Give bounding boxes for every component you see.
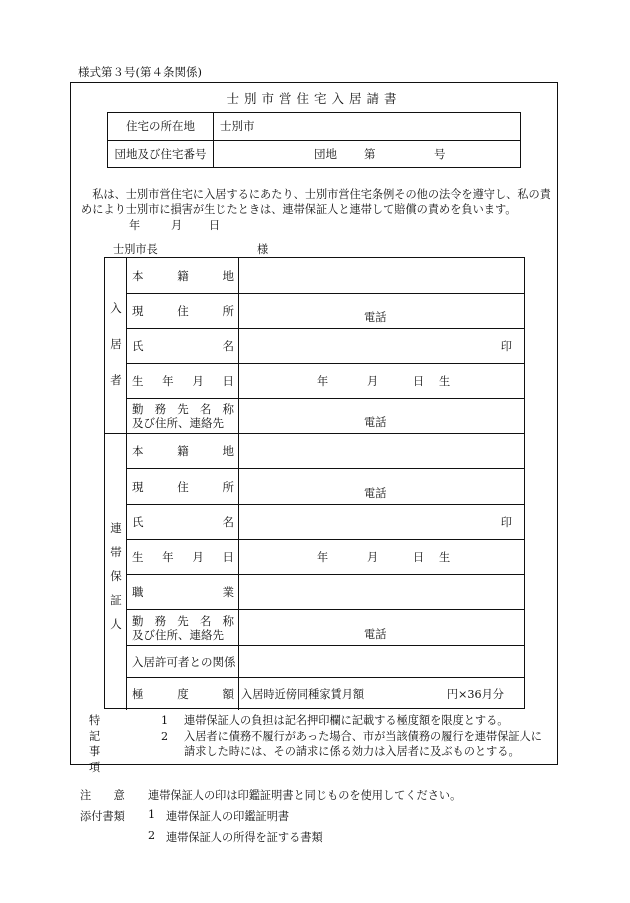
limit-amount: 円×36月分	[446, 688, 504, 701]
guarantor-name-row	[127, 504, 524, 539]
date-year: 年	[129, 219, 141, 232]
guarantor-relation-label: 入居許可者との関係	[127, 646, 239, 677]
seal-mark: 印	[500, 516, 512, 529]
guarantor-address-field[interactable]	[239, 469, 524, 504]
guarantor-domicile-row	[127, 433, 524, 468]
guarantor-group-char: 帯	[110, 545, 122, 559]
phone-label: 電話	[364, 311, 387, 324]
dob-month: 月	[367, 551, 379, 564]
guarantor-domicile-label: 本 籍 地	[127, 434, 239, 468]
attachments-label: 添付書類	[80, 810, 125, 823]
danchi-label: 団地	[314, 147, 337, 161]
dob-year: 年	[317, 375, 329, 388]
guarantor-name-field[interactable]	[239, 505, 524, 539]
phone-label: 電話	[364, 416, 387, 429]
dob-month: 月	[367, 375, 379, 388]
guarantor-birth-field[interactable]	[239, 540, 524, 574]
location-label: 住宅の所在地	[108, 113, 214, 140]
tenant-name-row	[127, 328, 524, 363]
special-notes-heading: 特記事項	[89, 714, 101, 774]
guarantor-birth-row	[127, 539, 524, 574]
attachment-number: 1	[148, 808, 156, 821]
guarantor-work-field[interactable]	[239, 610, 524, 645]
seal-mark: 印	[500, 340, 512, 353]
tenant-group-char: 者	[110, 373, 122, 387]
date-month: 月	[171, 219, 183, 232]
limit-label: 極 度 額	[127, 678, 239, 710]
dob-day: 日	[413, 551, 425, 564]
guarantor-group-char: 連	[110, 521, 122, 535]
tenant-birth-row	[127, 363, 524, 398]
guarantor-occupation-row	[127, 574, 524, 609]
housing-number-row	[108, 140, 520, 168]
tenant-work-row	[127, 398, 524, 433]
phone-label: 電話	[364, 628, 387, 641]
dai-label: 第	[364, 147, 376, 161]
guarantor-group-char: 証	[110, 593, 122, 607]
tenant-address-row	[127, 293, 524, 328]
tenant-address-label: 現 住 所	[127, 294, 239, 328]
mayor-label: 士別市長	[113, 243, 158, 256]
tenant-group-char: 入	[110, 301, 122, 315]
guarantor-address-row	[127, 468, 524, 504]
form-number: 様式第３号(第４条関係)	[78, 65, 202, 79]
dob-day: 日	[413, 375, 425, 388]
tenant-name-label: 氏 名	[127, 329, 239, 363]
tenant-name-field[interactable]	[239, 329, 524, 363]
guarantor-occupation-field[interactable]	[239, 575, 524, 609]
form-title: 士別市営住宅入居請書	[226, 91, 402, 106]
application-grid	[104, 257, 525, 709]
location-value[interactable]: 士別市	[220, 119, 255, 133]
phone-label: 電話	[364, 487, 387, 500]
go-label: 号	[434, 147, 446, 161]
guarantor-group	[105, 433, 127, 710]
housing-number-label: 団地及び住宅番号	[108, 141, 214, 168]
tenant-group	[105, 258, 127, 433]
tenant-birth-label: 生 年 月 日	[127, 364, 239, 398]
guarantor-group-char: 保	[110, 569, 122, 583]
guarantor-group-char: 人	[110, 617, 122, 631]
limit-basis: 入居時近傍同種家賃月額	[241, 688, 365, 701]
tenant-birth-field[interactable]	[239, 364, 524, 398]
form-frame: 士別市営住宅入居請書 住宅の所在地 士別市 団地及び住宅番号 団地 第 号 私は、士別市営住宅に入居するにあたり、士別市営住宅条例その他の法令を遵守し、私の責めにより士別市に損害が生じたときは、連帯保証人と連帯して賠償の責めを負います。 年 月 日 士別市長 様 入 居 者 本 籍 地 現 住 所 電話 氏 名 印 生 年 月 日 年 月 日 生 勤 務 先 名 称 及び住所、連絡先 電話 連 帯 保 証 人 本 籍 地 現 住 所 電話 氏 名 印 生 年 月 日 年 月 日 生 職 業 勤 務 先 名 称 及び住所、連絡先 電話 入居許可者との関係 極 度 額 入居時近傍同種家賃月額 円×36月分 特記事項 1 連帯保証人の負担は記名押印欄に記載する極度額を限度とする。 2 入居者に債務不履行があった場合、市が当該債務の履行を連帯保証人に 請求した時には、その請求に係る効力は入居者に及ぶものとする。	[70, 82, 558, 765]
pledge-text: 私は、士別市営住宅に入居するにあたり、士別市営住宅条例その他の法令を遵守し、私の責めにより士別市に損害が生じたときは、連帯保証人と連帯して賠償の責めを負います。	[81, 188, 551, 216]
tenant-address-field[interactable]	[239, 294, 524, 328]
tenant-work-field[interactable]	[239, 399, 524, 433]
attachment-number: 2	[148, 829, 156, 842]
guarantor-occupation-label: 職 業	[127, 575, 239, 609]
note-text: 連帯保証人の印は印鑑証明書と同じものを使用してください。	[148, 789, 462, 802]
location-row	[108, 113, 520, 140]
limit-row	[127, 677, 524, 710]
guarantor-name-label: 氏 名	[127, 505, 239, 539]
tenant-domicile-field[interactable]	[239, 258, 524, 293]
note-label: 注 意	[80, 789, 125, 802]
guarantor-relation-field[interactable]	[239, 646, 524, 677]
mayor-honorific: 様	[257, 243, 269, 256]
tenant-domicile-row	[127, 258, 524, 293]
dob-born: 生	[439, 551, 451, 564]
housing-table	[107, 112, 521, 168]
guarantor-address-label: 現 住 所	[127, 469, 239, 504]
dob-born: 生	[439, 375, 451, 388]
dob-year: 年	[317, 551, 329, 564]
guarantor-work-row	[127, 609, 524, 645]
guarantor-birth-label: 生 年 月 日	[127, 540, 239, 574]
guarantor-work-label: 勤 務 先 名 称 及び住所、連絡先	[127, 610, 239, 645]
tenant-domicile-label: 本 籍 地	[127, 258, 239, 293]
guarantor-relation-row	[127, 645, 524, 677]
limit-field[interactable]	[239, 678, 524, 710]
guarantor-domicile-field[interactable]	[239, 434, 524, 468]
tenant-group-char: 居	[110, 337, 122, 351]
attachment-item: 連帯保証人の所得を証する書類	[166, 831, 323, 844]
tenant-work-label: 勤 務 先 名 称 及び住所、連絡先	[127, 399, 239, 433]
attachment-item: 連帯保証人の印鑑証明書	[166, 810, 290, 823]
date-day: 日	[209, 219, 221, 232]
